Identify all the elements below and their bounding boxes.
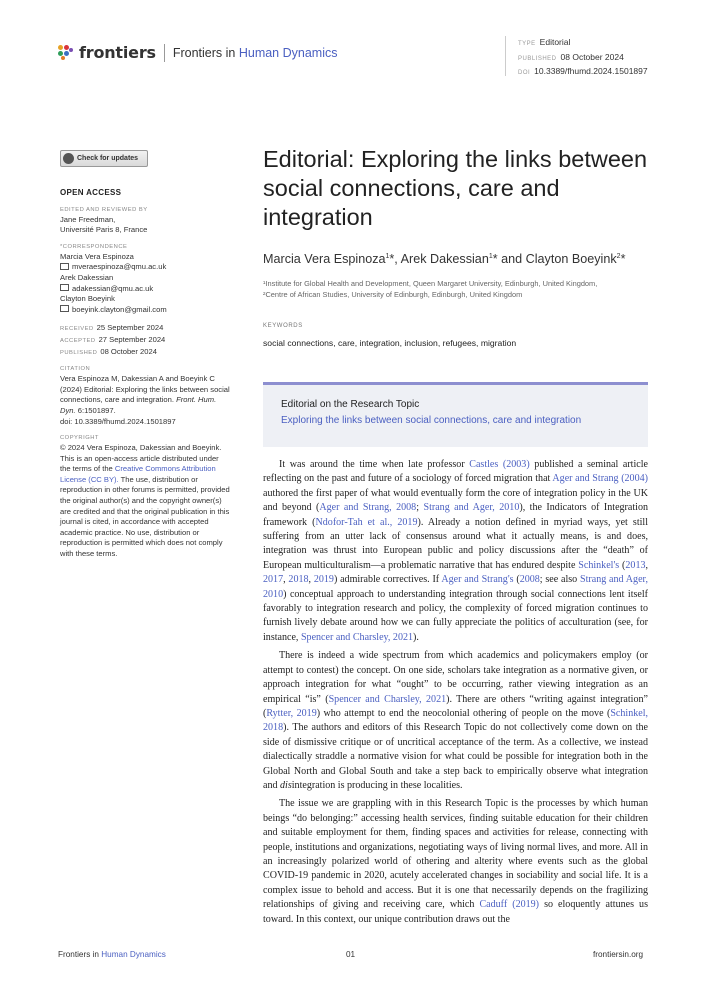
citation-doi[interactable]: doi: 10.3389/fhumd.2024.1501897 (60, 416, 176, 426)
citation-link[interactable]: Spencer and Charsley, 2021 (328, 693, 447, 705)
frontiers-logo-icon (58, 45, 74, 61)
citation-link[interactable]: Castles (2003) (469, 459, 530, 470)
citation-link[interactable]: Strang and Ager, 2010 (263, 574, 648, 600)
article-dates (60, 323, 230, 358)
corr-name-3: Clayton Boeyink (60, 294, 115, 304)
footer-site-link[interactable]: frontiersin.org (593, 950, 644, 959)
citation-link[interactable]: Ager and Strang, 2008 (319, 502, 417, 514)
research-topic-heading: Editorial on the Research Topic (281, 399, 420, 410)
citation-journal: Front. Hum. Dyn. (60, 395, 217, 415)
footer-prefix: Frontiers in (58, 950, 102, 959)
citation-link[interactable]: Ager and Strang's (441, 574, 514, 586)
article-meta (505, 36, 678, 76)
corr-name-1: Marcia Vera Espinoza (60, 251, 134, 261)
edited-label: EDITED AND REVIEWED BY (60, 206, 148, 213)
received-label: RECEIVED (60, 326, 94, 333)
copyright-part-a: © 2024 Vera Espinoza, Dakessian and Boeyink. This is an open-access article distributed under the terms of the (60, 443, 222, 474)
citation-link[interactable]: 2019 (313, 574, 334, 586)
check-for-updates-button[interactable] (60, 150, 148, 167)
citation-label: CITATION (60, 366, 91, 373)
email-icon (60, 263, 69, 270)
corr-email-3[interactable]: boeyink.clayton@gmail.com (72, 304, 167, 314)
citation-link[interactable]: Strang and Ager, 2010 (423, 502, 520, 514)
logo-divider (164, 44, 165, 62)
journal-prefix: Frontiers in (172, 45, 239, 60)
corr-name-2: Arek Dakessian (60, 272, 114, 282)
correspondence-label: *CORRESPONDENCE (60, 243, 128, 250)
meta-doi-value[interactable]: 10.3389/fhumd.2024.1501897 (534, 66, 648, 76)
journal-name (173, 46, 338, 60)
citation-link[interactable]: Caduff (2019) (479, 899, 540, 911)
received-date: 25 September 2024 (96, 323, 164, 333)
corr-email-row-3 (60, 305, 230, 316)
citation-link[interactable]: Schinkel, 2018 (263, 707, 648, 734)
license-link[interactable]: Creative Commons Attribution License (CC BY). (60, 464, 216, 484)
article-sidebar (60, 188, 230, 560)
editor-name: Jane Freedman, (60, 214, 116, 224)
copyright-text (60, 443, 230, 560)
meta-published (518, 51, 678, 66)
research-topic-link[interactable]: Exploring the links between social connections, care and integration (281, 415, 582, 426)
received-row (60, 323, 230, 335)
paragraph: The issue we are grappling with in this Research Topic is the processes by which human beings “do belonging:” accessing health services, finding suitable education for their children and suitable employment for them, finding spaces and activities for release, connecting with people, institutions and organizations, negotiating ways of living normal lives, and more. All in an increasingly polarized world of othering and alterity where events such as the global COVID-19 pandemic in 2020, acutely accelerated changes in sociability and social life. It is a complex issue to behold and access. But it is one that necessarily depends on the fragilizing relationships of giving and receiving care, which Caduff (2019) so eloquently attunes us toward. In this context, our unique contribution draws out the (263, 798, 648, 925)
affiliation-1: ¹Institute for Global Health and Development, Queen Margaret University, Edinburgh, United Kingdom, (263, 279, 598, 288)
published-label: PUBLISHED (60, 349, 98, 356)
citation-volume: 6:1501897. (75, 405, 116, 415)
accepted-date: 27 September 2024 (98, 334, 166, 344)
citation-link[interactable]: 2013 (625, 559, 646, 571)
accepted-label: ACCEPTED (60, 337, 96, 344)
paragraph: It was around the time when late professor Castles (2003) published a seminal article reflecting on the past and future of a sociology of forced migration that Ager and Strang (2004) authored the first paper of what would eventually form the core of integration policy in the UK and beyond (Ager and Strang, 2008; Strang and Ager, 2010), the Indicators of Integration framework (Ndofor-Tah et al., 2019). Already a notion defined in myriad ways, yet still suffering from an utter lack of consensus around what it actually means, is and does, integration was thrust into European public and policy discussions after the “death” of European multiculturalism—a problematic narrative that has endured despite Schinkel's (2013, 2017, 2018, 2019) admirable correctives. If Ager and Strang's (2008; see also Strang and Ager, 2010) conceptual approach to understanding integration through social connections lent itself favorably to integration research and policy, the complexity of forced migration continues to furnish lively debate around how we can fully appreciate the politics of acculturation (see, for instance, Spencer and Charsley, 2021). (263, 459, 649, 643)
author-affil-sup: 1 (488, 252, 493, 260)
logo-wordmark: frontiers (79, 43, 156, 62)
meta-type-label: TYPE (518, 41, 536, 47)
email-icon (60, 284, 69, 291)
article-title: Editorial: Exploring the links between social connections, care and integration (263, 146, 648, 230)
citation-text (60, 374, 230, 427)
meta-published-label: PUBLISHED (518, 55, 557, 62)
corr-email-2[interactable]: adakessian@qmu.ac.uk (72, 283, 154, 293)
meta-doi (518, 65, 678, 80)
author-name[interactable]: Clayton Boeyink (525, 252, 617, 266)
citation-link[interactable]: 2008 (519, 574, 540, 586)
corr-email-row-1 (60, 262, 230, 273)
editor-affiliation: Université Paris 8, France (60, 225, 148, 235)
citation-link[interactable]: Schinkel's (578, 559, 620, 571)
citation-link[interactable]: 2018 (288, 574, 309, 586)
author-list: Marcia Vera Espinoza$^1$*, Arek Dakessian$^1$* and Clayton Boeyink$^2$* (263, 252, 626, 266)
check-updates-label: Check for updates (77, 155, 139, 162)
page-number: 01 (346, 950, 356, 959)
keywords-label: KEYWORDS (263, 323, 303, 329)
paragraph: There is indeed a wide spectrum from which academics and policymakers employ (or attempt to contest) the concept. On one side, scholars take integration as a normative given, or approach integration for what “ought” to be occurring, rather viewing integration as an empirical “is” (Spencer and Charsley, 2021). There are others “writing against integration” (Rytter, 2019) who attempt to end the neocolonial othering of people on the move (Schinkel, 2018). The authors and editors of this Research Topic do not collectively come down on the side of dismissive critique or of uncritical acceptance of the term. As a collective, we instead dialectically straddle a normative vision for what could be possible for integration both in the Global North and Global South and take a step back to empirically observe what integration and disintegration is producing in these localities. (263, 650, 648, 791)
citation-body: Vera Espinoza M, Dakessian A and Boeyink C (2024) Editorial: Exploring the links between social connections, care and integration. (60, 374, 230, 405)
journal-highlight: Human Dynamics (238, 45, 338, 60)
citation-link[interactable]: Rytter, 2019 (266, 707, 317, 719)
published-date: 08 October 2024 (100, 346, 157, 356)
citation-link[interactable]: Ndofor-Tah et al., 2019 (315, 516, 418, 528)
copyright-part-b: The use, distribution or reproduction in other forums is permitted, provided the original author(s) and the copyright owner(s) are credited and that the original publication in this journal is cited, in accordance with accepted academic practice. No use, distribution or reproduction is permitted which does not comply with these terms. (60, 474, 230, 559)
citation-link[interactable]: Ager and Strang (2004) (552, 473, 648, 485)
accepted-row (60, 335, 230, 347)
research-topic-box (263, 382, 648, 447)
meta-published-value: 08 October 2024 (560, 51, 624, 62)
copyright-label: COPYRIGHT (60, 435, 99, 442)
footer-journal (58, 950, 166, 959)
corr-email-row-2 (60, 284, 230, 295)
citation-link[interactable]: 2017 (263, 574, 284, 586)
affiliations (263, 278, 663, 300)
footer-journal-name[interactable]: Human Dynamics (101, 950, 166, 959)
meta-type-value: Editorial (539, 37, 571, 47)
meta-type (518, 36, 678, 51)
author-affil-sup: 1 (385, 252, 390, 260)
email-icon (60, 305, 69, 312)
corr-email-1[interactable]: mveraespinoza@qmu.ac.uk (72, 262, 167, 272)
journal-logo (58, 43, 337, 62)
open-access-label: OPEN ACCESS (60, 188, 122, 197)
author-affil-sup: 2 (616, 252, 621, 260)
update-check-icon (63, 153, 74, 164)
published-row (60, 347, 230, 359)
article-body (263, 458, 648, 931)
affiliation-2: ²Centre of African Studies, University of Edinburgh, Edinburgh, United Kingdom (263, 290, 523, 299)
author-name[interactable]: Arek Dakessian (400, 252, 489, 266)
citation-link[interactable]: Spencer and Charsley, 2021 (300, 631, 414, 643)
author-name[interactable]: Marcia Vera Espinoza (263, 252, 386, 266)
meta-doi-label: DOI (518, 70, 531, 76)
keywords: social connections, care, integration, inclusion, refugees, migration (263, 338, 517, 348)
